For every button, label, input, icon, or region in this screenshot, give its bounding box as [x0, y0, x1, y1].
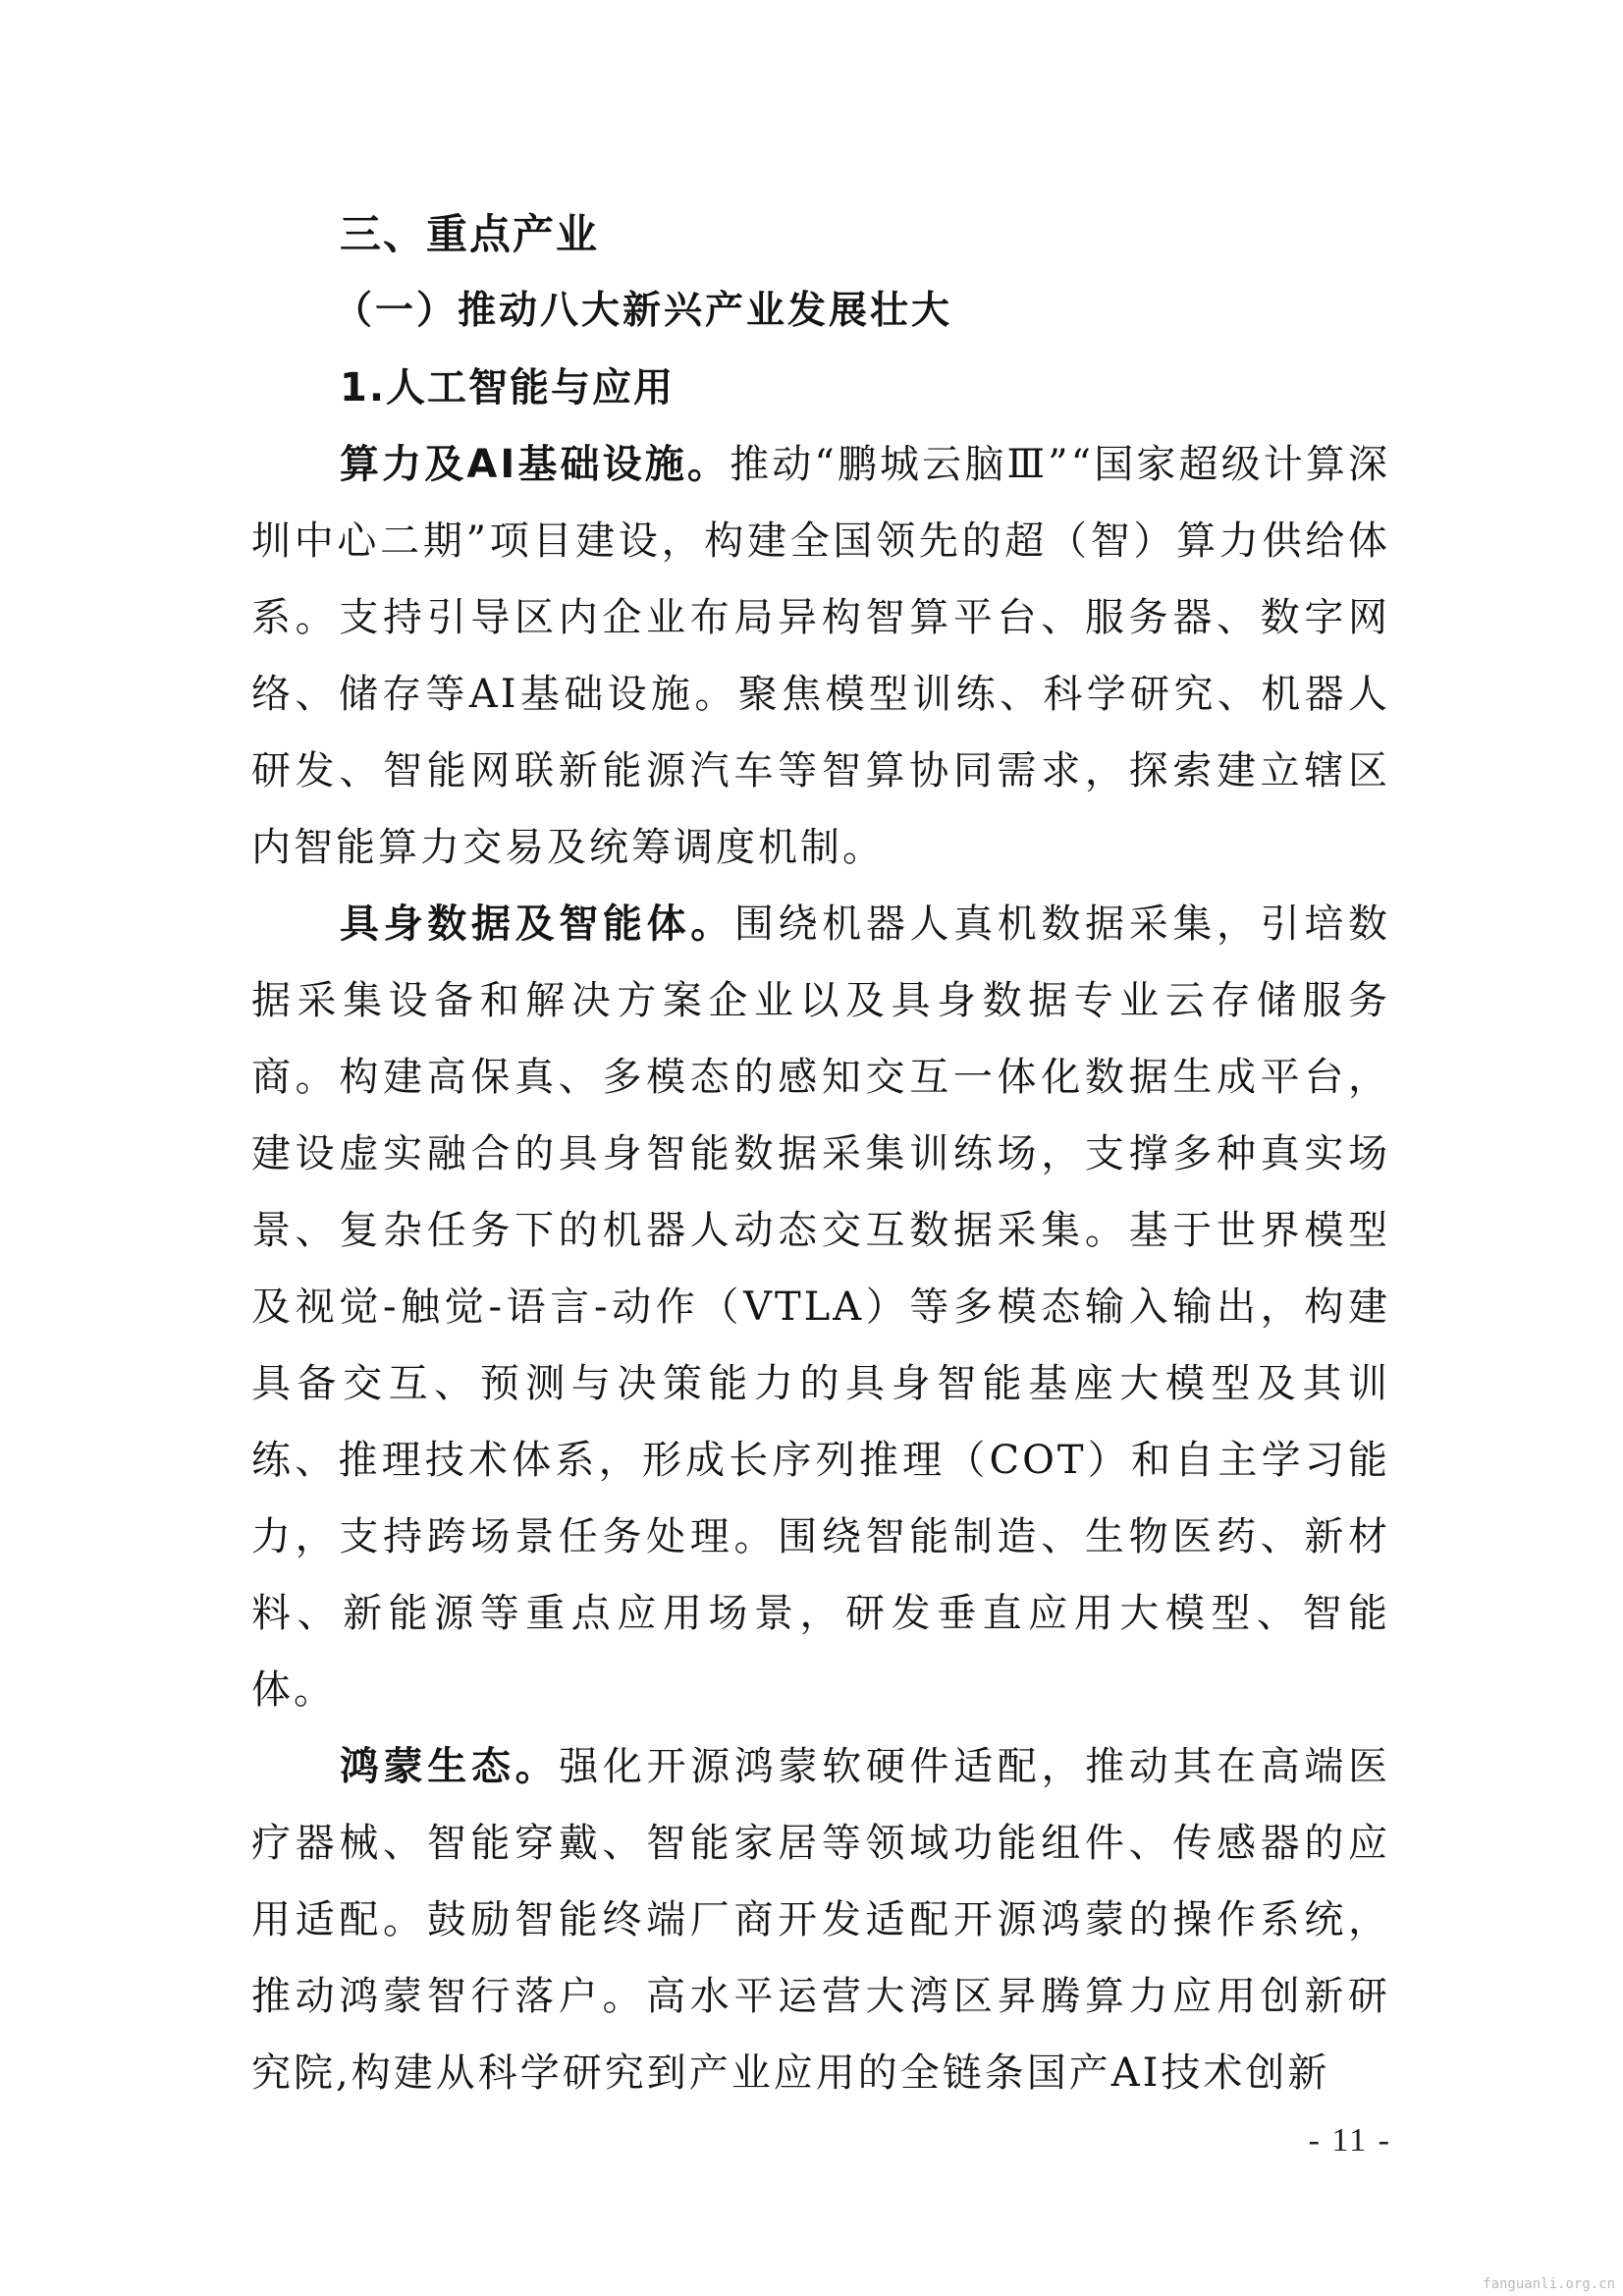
paragraph-embodied-data — [251, 886, 1390, 1728]
page-content — [251, 196, 1390, 2111]
paragraph-computing-infrastructure — [251, 426, 1390, 886]
paragraph-lead: 鸿蒙生态。 — [340, 1744, 560, 1789]
source-watermark: fanguanli.org.cn — [1483, 2276, 1615, 2292]
subsection-heading: （一）推动八大新兴产业发展壮大 — [334, 289, 953, 333]
paragraph-body: 围绕机器人真机数据采集，引培数据采集设备和解决方案企业以及具身数据专业云存储服务商。构建高保真、多模态的感知交互一体化数据生成平台，建设虚实融合的具身智能数据采集训练场，支撑多种真实场景、复杂任务下的机器人动态交互数据采集。基于世界模型及视觉-触觉-语言-动作（VTLA）等多模态输入输出，构建具备交互、预测与决策能力的具身智能基座大模型及其训练、推理技术体系，形成长序列推理（COT）和自主学习能力，支持跨场景任务处理。围绕智能制造、生物医药、新材料、新能源等重点应用场景，研发垂直应用大模型、智能体。 — [251, 902, 1391, 1713]
paragraph-body: 强化开源鸿蒙软硬件适配，推动其在高端医疗器械、智能穿戴、智能家居等领域功能组件、传感器的应用适配。鼓励智能终端厂商开发适配开源鸿蒙的操作系统，推动鸿蒙智行落户。高水平运营大湾区昇腾算力应用创新研究院,构建从科学研究到产业应用的全链条国产AI技术创新 — [251, 1744, 1391, 2096]
section-heading: 三、重点产业 — [340, 210, 600, 258]
paragraph-body: 推动“鹏城云脑Ⅲ”“国家超级计算深圳中心二期”项目建设，构建全国领先的超（智）算力供给体系。支持引导区内企业布局异构智算平台、服务器、数字网络、储存等AI基础设施。聚焦模型训练、科学研究、机器人研发、智能网联新能源汽车等智算协同需求，探索建立辖区内智能算力交易及统筹调度机制。 — [251, 442, 1391, 870]
page-number: - 11 - — [1308, 2122, 1391, 2159]
paragraph-harmony-ecosystem — [251, 1728, 1390, 2111]
paragraph-lead: 算力及AI基础设施。 — [340, 442, 730, 487]
topic-heading: 1.人工智能与应用 — [340, 365, 676, 410]
paragraph-lead: 具身数据及智能体。 — [340, 902, 734, 947]
